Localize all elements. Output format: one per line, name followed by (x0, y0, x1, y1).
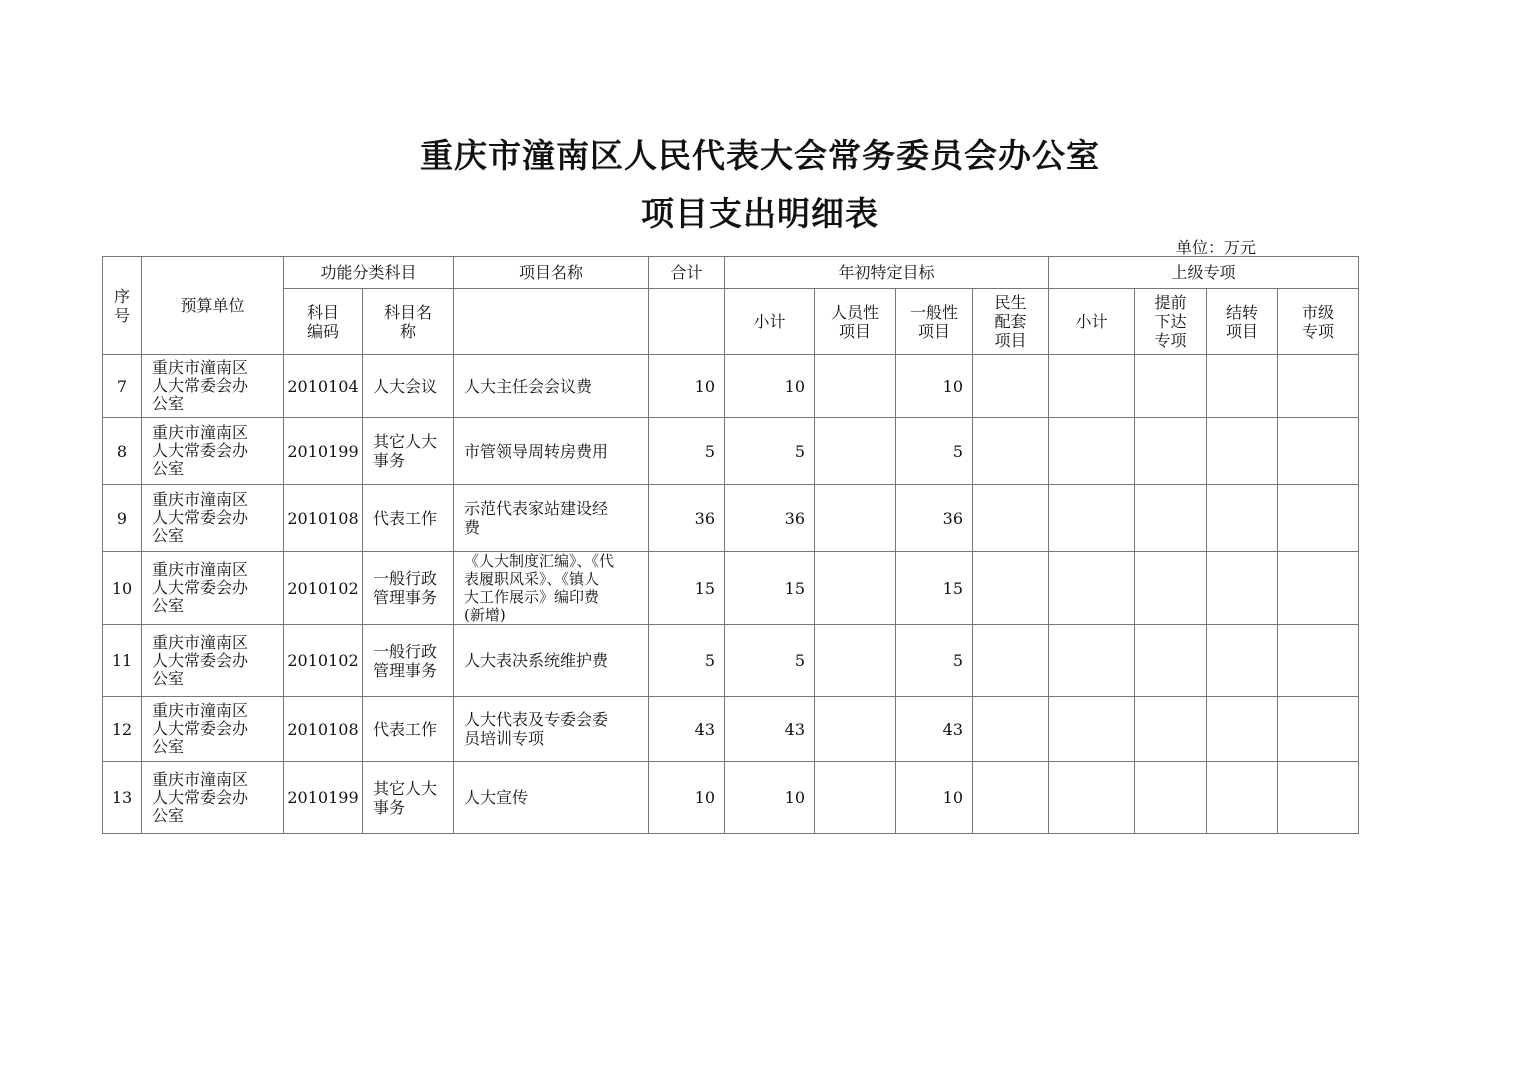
row-personnel (815, 697, 896, 762)
row-personnel (815, 485, 896, 552)
row-budget-unit: 重庆市潼南区 人大常委会办 公室 (142, 418, 284, 485)
row-subject-code: 2010102 (284, 625, 363, 697)
row-advance (1135, 625, 1207, 697)
row-superior-subtotal (1049, 625, 1135, 697)
row-total: 5 (649, 625, 725, 697)
row-personnel (815, 355, 896, 418)
row-seq: 9 (103, 485, 142, 552)
row-subject-code: 2010102 (284, 552, 363, 625)
row-seq: 13 (103, 762, 142, 834)
row-general: 10 (896, 355, 973, 418)
row-superior-subtotal (1049, 418, 1135, 485)
row-subtotal: 43 (725, 697, 815, 762)
row-seq: 12 (103, 697, 142, 762)
table-row (103, 625, 1359, 697)
table-body (103, 355, 1359, 834)
header-subject-code: 科目 编码 (284, 289, 363, 355)
row-livelihood (973, 697, 1049, 762)
row-advance (1135, 418, 1207, 485)
row-carryover (1207, 418, 1278, 485)
row-advance (1135, 697, 1207, 762)
row-general: 5 (896, 418, 973, 485)
row-personnel (815, 552, 896, 625)
row-subtotal: 10 (725, 762, 815, 834)
row-total: 5 (649, 418, 725, 485)
document-subtitle: 项目支出明细表 (641, 194, 879, 233)
header-budget-unit: 预算单位 (142, 257, 284, 355)
document-title: 重庆市潼南区人民代表大会常务委员会办公室 (420, 136, 1100, 175)
row-subject-name: 代表工作 (363, 697, 454, 762)
row-advance (1135, 355, 1207, 418)
header-city-special: 市级 专项 (1278, 289, 1359, 355)
row-subtotal: 15 (725, 552, 815, 625)
row-subtotal: 36 (725, 485, 815, 552)
header-project-name-blank (454, 289, 649, 355)
row-personnel (815, 625, 896, 697)
header-superior-subtotal: 小计 (1049, 289, 1135, 355)
header-project-name: 项目名称 (454, 257, 649, 289)
row-total: 10 (649, 762, 725, 834)
row-livelihood (973, 418, 1049, 485)
row-general: 5 (896, 625, 973, 697)
row-livelihood (973, 625, 1049, 697)
row-advance (1135, 762, 1207, 834)
row-city-special (1278, 625, 1359, 697)
row-project-name: 人大主任会会议费 (454, 355, 649, 418)
row-superior-subtotal (1049, 355, 1135, 418)
row-subject-code: 2010199 (284, 762, 363, 834)
row-budget-unit: 重庆市潼南区 人大常委会办 公室 (142, 697, 284, 762)
row-total: 10 (649, 355, 725, 418)
row-budget-unit: 重庆市潼南区 人大常委会办 公室 (142, 552, 284, 625)
row-superior-subtotal (1049, 762, 1135, 834)
row-subject-code: 2010108 (284, 697, 363, 762)
row-subject-name: 一般行政 管理事务 (363, 552, 454, 625)
header-func-class: 功能分类科目 (284, 257, 454, 289)
row-project-name: 市管领导周转房费用 (454, 418, 649, 485)
row-seq: 7 (103, 355, 142, 418)
project-expense-table (102, 256, 1359, 834)
row-subtotal: 5 (725, 625, 815, 697)
row-city-special (1278, 697, 1359, 762)
row-budget-unit: 重庆市潼南区 人大常委会办 公室 (142, 625, 284, 697)
row-city-special (1278, 762, 1359, 834)
row-general: 43 (896, 697, 973, 762)
row-project-name: 示范代表家站建设经 费 (454, 485, 649, 552)
row-seq: 8 (103, 418, 142, 485)
table-row (103, 485, 1359, 552)
row-project-name: 《人大制度汇编》、《代 表履职风采》、《镇人 大工作展示》编印费 (新增) (454, 552, 649, 625)
row-carryover (1207, 697, 1278, 762)
header-advance: 提前 下达 专项 (1135, 289, 1207, 355)
row-personnel (815, 418, 896, 485)
header-row-2 (103, 289, 1359, 355)
row-subtotal: 10 (725, 355, 815, 418)
header-subject-name: 科目名 称 (363, 289, 454, 355)
row-subtotal: 5 (725, 418, 815, 485)
row-subject-code: 2010104 (284, 355, 363, 418)
row-city-special (1278, 552, 1359, 625)
row-general: 10 (896, 762, 973, 834)
header-subtotal: 小计 (725, 289, 815, 355)
row-general: 36 (896, 485, 973, 552)
row-livelihood (973, 552, 1049, 625)
row-carryover (1207, 762, 1278, 834)
row-carryover (1207, 625, 1278, 697)
row-personnel (815, 762, 896, 834)
row-general: 15 (896, 552, 973, 625)
row-total: 43 (649, 697, 725, 762)
table-row (103, 697, 1359, 762)
header-total: 合计 (649, 257, 725, 289)
row-subject-name: 其它人大 事务 (363, 762, 454, 834)
row-project-name: 人大表决系统维护费 (454, 625, 649, 697)
row-subject-name: 一般行政 管理事务 (363, 625, 454, 697)
table-row (103, 355, 1359, 418)
row-budget-unit: 重庆市潼南区 人大常委会办 公室 (142, 485, 284, 552)
header-livelihood: 民生 配套 项目 (973, 289, 1049, 355)
row-superior-subtotal (1049, 697, 1135, 762)
table-row (103, 552, 1359, 625)
row-seq: 11 (103, 625, 142, 697)
row-city-special (1278, 355, 1359, 418)
row-carryover (1207, 485, 1278, 552)
row-livelihood (973, 355, 1049, 418)
row-project-name: 人大宣传 (454, 762, 649, 834)
row-total: 15 (649, 552, 725, 625)
row-superior-subtotal (1049, 552, 1135, 625)
row-subject-code: 2010199 (284, 418, 363, 485)
row-subject-name: 代表工作 (363, 485, 454, 552)
row-advance (1135, 552, 1207, 625)
row-advance (1135, 485, 1207, 552)
header-personnel: 人员性 项目 (815, 289, 896, 355)
row-subject-name: 其它人大 事务 (363, 418, 454, 485)
row-superior-subtotal (1049, 485, 1135, 552)
header-seq: 序 号 (103, 257, 142, 355)
row-budget-unit: 重庆市潼南区 人大常委会办 公室 (142, 762, 284, 834)
row-project-name: 人大代表及专委会委 员培训专项 (454, 697, 649, 762)
header-row-1 (103, 257, 1359, 289)
row-budget-unit: 重庆市潼南区 人大常委会办 公室 (142, 355, 284, 418)
table-row (103, 762, 1359, 834)
header-carryover: 结转 项目 (1207, 289, 1278, 355)
row-carryover (1207, 552, 1278, 625)
table-row (103, 418, 1359, 485)
row-carryover (1207, 355, 1278, 418)
header-superior: 上级专项 (1049, 257, 1359, 289)
header-annual-target: 年初特定目标 (725, 257, 1049, 289)
header-total-blank (649, 289, 725, 355)
row-subject-code: 2010108 (284, 485, 363, 552)
row-total: 36 (649, 485, 725, 552)
row-subject-name: 人大会议 (363, 355, 454, 418)
row-seq: 10 (103, 552, 142, 625)
row-livelihood (973, 485, 1049, 552)
row-city-special (1278, 485, 1359, 552)
header-general: 一般性 项目 (896, 289, 973, 355)
row-city-special (1278, 418, 1359, 485)
unit-label: 单位：万元 (1176, 238, 1257, 257)
row-livelihood (973, 762, 1049, 834)
